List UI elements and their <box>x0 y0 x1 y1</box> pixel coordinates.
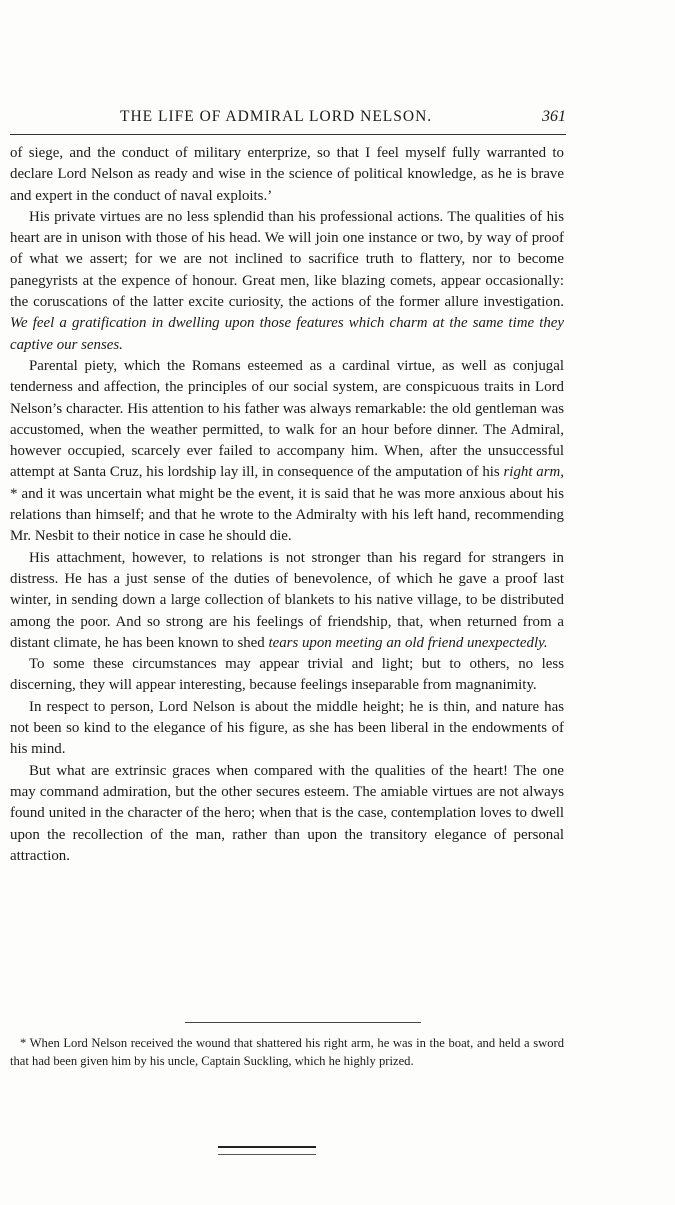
paragraph-circumstances: To some these circumstances may appear trivial and light; but to others, no less discerning, they will appear interesting, because feelings inseparable from magnanimity. <box>10 656 564 694</box>
paragraph-private-virtues <box>10 207 564 356</box>
footer-ornament <box>218 1146 316 1155</box>
footnote-rule <box>185 1022 421 1023</box>
italic-passage: right arm, <box>503 464 564 481</box>
paragraph-parental-piety <box>10 356 564 548</box>
italic-passage: We feel a gratification in dwelling upon those features which charm at the same time they captive our senses. <box>10 315 564 353</box>
paragraph-attachment <box>10 548 564 654</box>
paragraph-extrinsic-graces: But what are extrinsic graces when compared with the qualities of the heart! The one may command admiration, but the other secures esteem. The amiable virtues are not always found united in the character of the hero; when that is the case, contemplation loves to dwell upon the recollection of the man, rather than upon the transitory elegance of personal attraction. <box>10 762 564 864</box>
paragraph-text: Parental piety, which the Romans esteemed as a cardinal virtue, as well as conjugal tenderness and affection, the principles of our social system, are conspicuous traits in Lord Nelson’s character. His attention to his father was always remarkable: the old gentleman was accustomed, when the weather permitted, to walk for an hour before dinner. The Admiral, however occupied, scarcely ever failed to accompany him. When, after the unsuccessful attempt at Santa Cruz, his lordship lay ill, in consequence of the amputation of his <box>10 357 564 481</box>
header-rule <box>10 134 566 135</box>
paragraph-person: In respect to person, Lord Nelson is about the middle height; he is thin, and nature has not been so kind to the elegance of his figure, as she has been liberal in the endowments of his mind. <box>10 698 564 758</box>
running-title: THE LIFE OF ADMIRAL LORD NELSON. <box>120 108 433 125</box>
paragraph-continuation: of siege, and the conduct of military enterprize, so that I feel myself fully warranted to declare Lord Nelson as ready and wise in the science of political knowledge, as he is brave and expert in the conduct of naval exploits.’ <box>10 145 564 204</box>
page-header <box>10 106 568 132</box>
footnote-text: * When Lord Nelson received the wound that shattered his right arm, he was in the boat, and held a sword that had been given him by his uncle, Captain Suckling, which he highly prized. <box>10 1036 564 1068</box>
paragraph-text: * and it was uncertain what might be the event, it is said that he was more anxious about his relations than himself; and that he wrote to the Admiralty with his left hand, recommending Mr. Nesbit to their notice in case he should die. <box>10 485 564 545</box>
footnote <box>10 1034 564 1070</box>
paragraph-text: His attachment, however, to relations is not stronger than his regard for strangers in distress. He has a just sense of the duties of benevolence, of which he gave a proof last winter, in sending down a large collection of blankets to his native village, to be distributed among the poor. And so strong are his feelings of friendship, that, when returned from a distant climate, he has been known to shed <box>10 549 564 651</box>
paragraph-text: His private virtues are no less splendid than his professional actions. The qualities of his heart are in unison with those of his head. We will join one instance or two, by way of proof of what we assert; for we are not inclined to sacrifice truth to flattery, nor to become panegyrists at the expence of honour. Great men, like blazing comets, appear occasionally: the coruscations of the latter excite curiosity, the actions of the former allure investigation. <box>10 208 564 311</box>
italic-passage: tears upon meeting an old friend unexpectedly. <box>268 634 548 651</box>
body-text <box>10 143 564 867</box>
page-number: 361 <box>542 108 566 125</box>
